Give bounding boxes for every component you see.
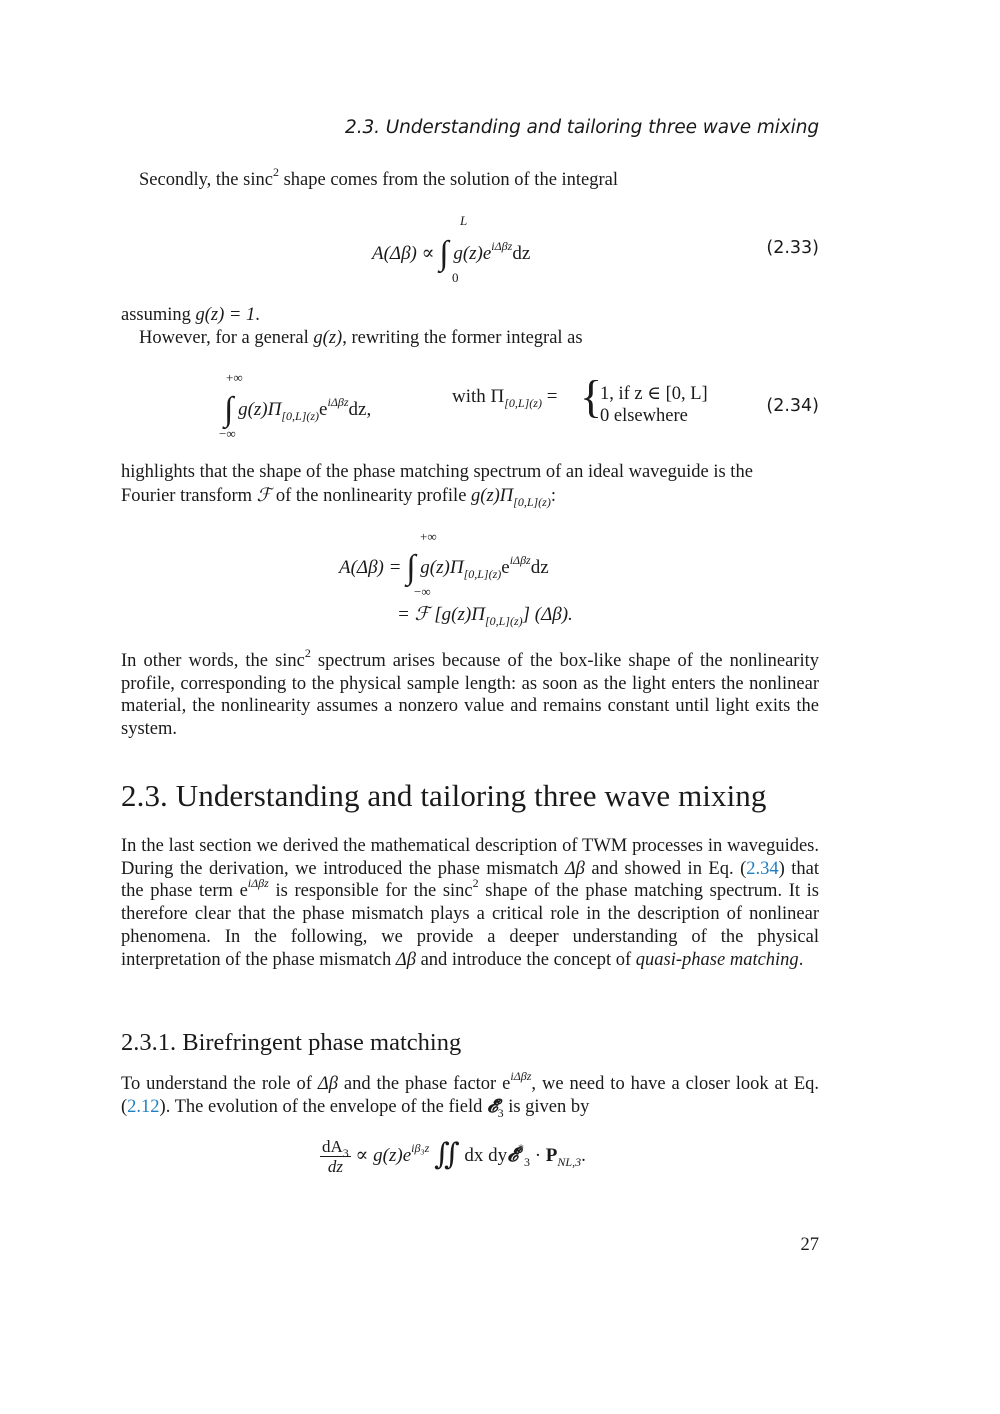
eq-differential: dz, — [348, 399, 372, 420]
equation-number: (2.34) — [766, 396, 819, 416]
eq-with: with — [452, 386, 486, 407]
equation-envelope-evolution — [320, 1134, 586, 1176]
eq-exponent: iΔβz — [509, 553, 531, 567]
eq-lhs: A(Δβ) ∝ — [372, 243, 435, 264]
integral-lower-limit: −∞ — [219, 426, 236, 441]
paragraph-however — [139, 328, 583, 349]
equation-ref-link[interactable]: 2.34 — [746, 858, 779, 879]
eq-exponent: iΔβz — [491, 239, 513, 253]
subscript: 3 — [497, 1105, 504, 1120]
eq-integrand: g(z)e — [453, 243, 492, 264]
superscript: 2 — [272, 165, 279, 179]
equation-ref-link[interactable]: 2.12 — [127, 1096, 160, 1117]
page-number: 27 — [800, 1235, 819, 1255]
text-span: Secondly, the — [139, 170, 244, 190]
text-span: , rewriting the former integral as — [342, 328, 583, 348]
eq-differential: dz — [512, 243, 531, 264]
subscript: [0,L](z) — [513, 495, 551, 509]
derivative-fraction — [320, 1137, 351, 1176]
fraction-denominator: dz — [327, 1157, 343, 1177]
sinc-term: sinc — [442, 881, 473, 902]
math-field-symbol: 𝓔̃ — [486, 1096, 498, 1117]
sinc-term: sinc — [243, 170, 273, 190]
equation-2-33 — [372, 230, 531, 272]
superscript: * — [517, 1141, 524, 1155]
section-heading: 2.3. Understanding and tailoring three wave mixing — [121, 778, 767, 813]
text-span: . — [255, 305, 260, 325]
paragraph-intro — [139, 165, 619, 191]
integral-sign: ∫ — [224, 391, 234, 428]
eq-subscript: [0,L](z) — [281, 409, 320, 423]
text-span: To understand the role of — [121, 1074, 318, 1094]
eq-dot: · — [534, 1145, 542, 1166]
integral-upper-limit: +∞ — [226, 370, 243, 385]
paragraph-birefringent — [121, 1069, 819, 1120]
superscript: iΔβz — [247, 876, 269, 891]
subscript: 3 — [342, 1146, 349, 1161]
eq-lhs: A(Δβ) = — [339, 557, 402, 578]
math-inline: e — [239, 881, 248, 902]
text-span: assuming — [121, 305, 196, 325]
eq-differential: dz — [530, 557, 549, 578]
text-span: : — [550, 486, 556, 506]
eq-proportional: ∝ g(z)e — [355, 1145, 412, 1166]
eq-exp-base: e — [319, 399, 328, 420]
paragraph-highlights-line1: highlights that the shape of the phase matching spectrum of an ideal waveguide is the — [121, 462, 753, 482]
text-span: and the phase factor — [337, 1074, 503, 1094]
sinc-term: sinc — [275, 651, 305, 671]
running-header: 2.3. Understanding and tailoring three wave mixing — [345, 117, 819, 138]
double-integral-sign: ∬ — [434, 1138, 460, 1171]
eq-subscript: [0,L](z) — [463, 567, 502, 581]
eq-exponent: iβ₃z — [411, 1141, 430, 1155]
math-inline: g(z) = 1 — [195, 305, 256, 325]
superscript: iΔβz — [510, 1069, 532, 1083]
equation-2-34-right — [452, 386, 557, 408]
eq-argument: [g(z)Π — [434, 604, 485, 625]
numerator-text: dA — [322, 1137, 343, 1157]
eq-differentials: dx dy — [464, 1145, 508, 1166]
math-inline: g(z)Π — [471, 486, 514, 506]
math-inline: g(z) — [313, 328, 343, 348]
text-span: is responsible for the — [268, 881, 443, 902]
text-span: shape comes from the solution of the integral — [278, 170, 619, 190]
text-span: . — [581, 1145, 586, 1166]
math-inline: Δβ — [564, 858, 585, 879]
text-span: , we need to have a closer look at Eq. ( — [121, 1074, 819, 1117]
superscript: 2 — [472, 876, 479, 891]
fraction-numerator — [320, 1137, 351, 1161]
text-span: ) that the phase term — [121, 858, 820, 902]
math-inline: Δβ — [317, 1074, 338, 1094]
text-span: In other words, the — [121, 651, 276, 671]
math-field-symbol: 𝓔̃ — [507, 1145, 518, 1166]
integral-lower-limit: −∞ — [414, 584, 431, 599]
paragraph-section-intro — [121, 835, 819, 971]
eq-integrand: g(z)Π — [238, 399, 282, 420]
eq-exponent: iΔβz — [327, 395, 349, 409]
eq-transform: = ℱ — [397, 604, 430, 625]
integral-upper-limit: L — [460, 213, 468, 228]
eq-integrand: g(z)Π — [420, 557, 464, 578]
case-1: 1, if z ∈ [0, L] — [600, 384, 708, 404]
text-span: and showed in Eq. ( — [584, 858, 747, 879]
text-span: of the nonlinearity profile — [271, 486, 472, 506]
integral-upper-limit: +∞ — [420, 529, 437, 544]
equation-2-34-left — [224, 386, 372, 428]
paragraph-highlights-line2 — [121, 485, 556, 507]
math-inline: e — [502, 1074, 511, 1094]
polarization-symbol: P — [545, 1145, 558, 1166]
equation-fourier-line2 — [397, 603, 573, 626]
text-span: . — [798, 949, 804, 970]
paragraph-assuming — [121, 305, 260, 326]
integral-sign: ∫ — [406, 549, 416, 586]
eq-pi: Π — [490, 386, 505, 407]
text-span: is given by — [503, 1096, 590, 1117]
equation-fourier-line1 — [339, 544, 549, 586]
integral-lower-limit: 0 — [452, 270, 459, 285]
superscript: 2 — [304, 646, 311, 660]
text-span: However, for a general — [139, 328, 314, 348]
emphasis-term: quasi-phase matching — [635, 949, 799, 970]
math-inline: ℱ — [256, 486, 272, 506]
text-span: ). The evolution of the envelope of the field — [159, 1096, 487, 1117]
integral-sign: ∫ — [439, 235, 449, 272]
equation-number: (2.33) — [766, 238, 819, 258]
eq-end: ] (Δβ). — [522, 604, 573, 625]
text-span: In the last section we derived the mathematical description of TWM processes in waveguides. During the derivation, we introduced the phase mismatch — [121, 836, 819, 879]
subsection-heading: 2.3.1. Birefringent phase matching — [121, 1029, 462, 1056]
eq-subscript: [0,L](z) — [504, 396, 542, 410]
eq-subscript: [0,L](z) — [484, 614, 523, 628]
text-span: Fourier transform — [121, 486, 257, 506]
text-span: spectrum arises because of the box-like shape of the nonlinearity profile, corresponding to the physical sample length: as soon as the light enters the nonlinear material, the nonlinearity assumes a nonzero value and remains constant until light exits the system. — [121, 651, 820, 740]
subscript: 3 — [523, 1155, 530, 1169]
eq-equals: = — [546, 386, 558, 407]
paragraph-box-shape — [121, 646, 820, 741]
cases-brace: { — [580, 371, 603, 422]
text-span: shape of the phase matching spectrum. It is therefore clear that the phase mismatch plays a critical role in the description of nonlinear phenomena. In the following, we provide a deeper understanding of the physical interpretation of the phase mismatch — [121, 881, 820, 970]
eq-exp-base: e — [501, 557, 510, 578]
math-inline: Δβ — [395, 949, 416, 970]
text-span: and introduce the concept of — [415, 949, 636, 970]
case-2: 0 elsewhere — [600, 406, 688, 426]
subscript: NL,3 — [557, 1155, 582, 1169]
